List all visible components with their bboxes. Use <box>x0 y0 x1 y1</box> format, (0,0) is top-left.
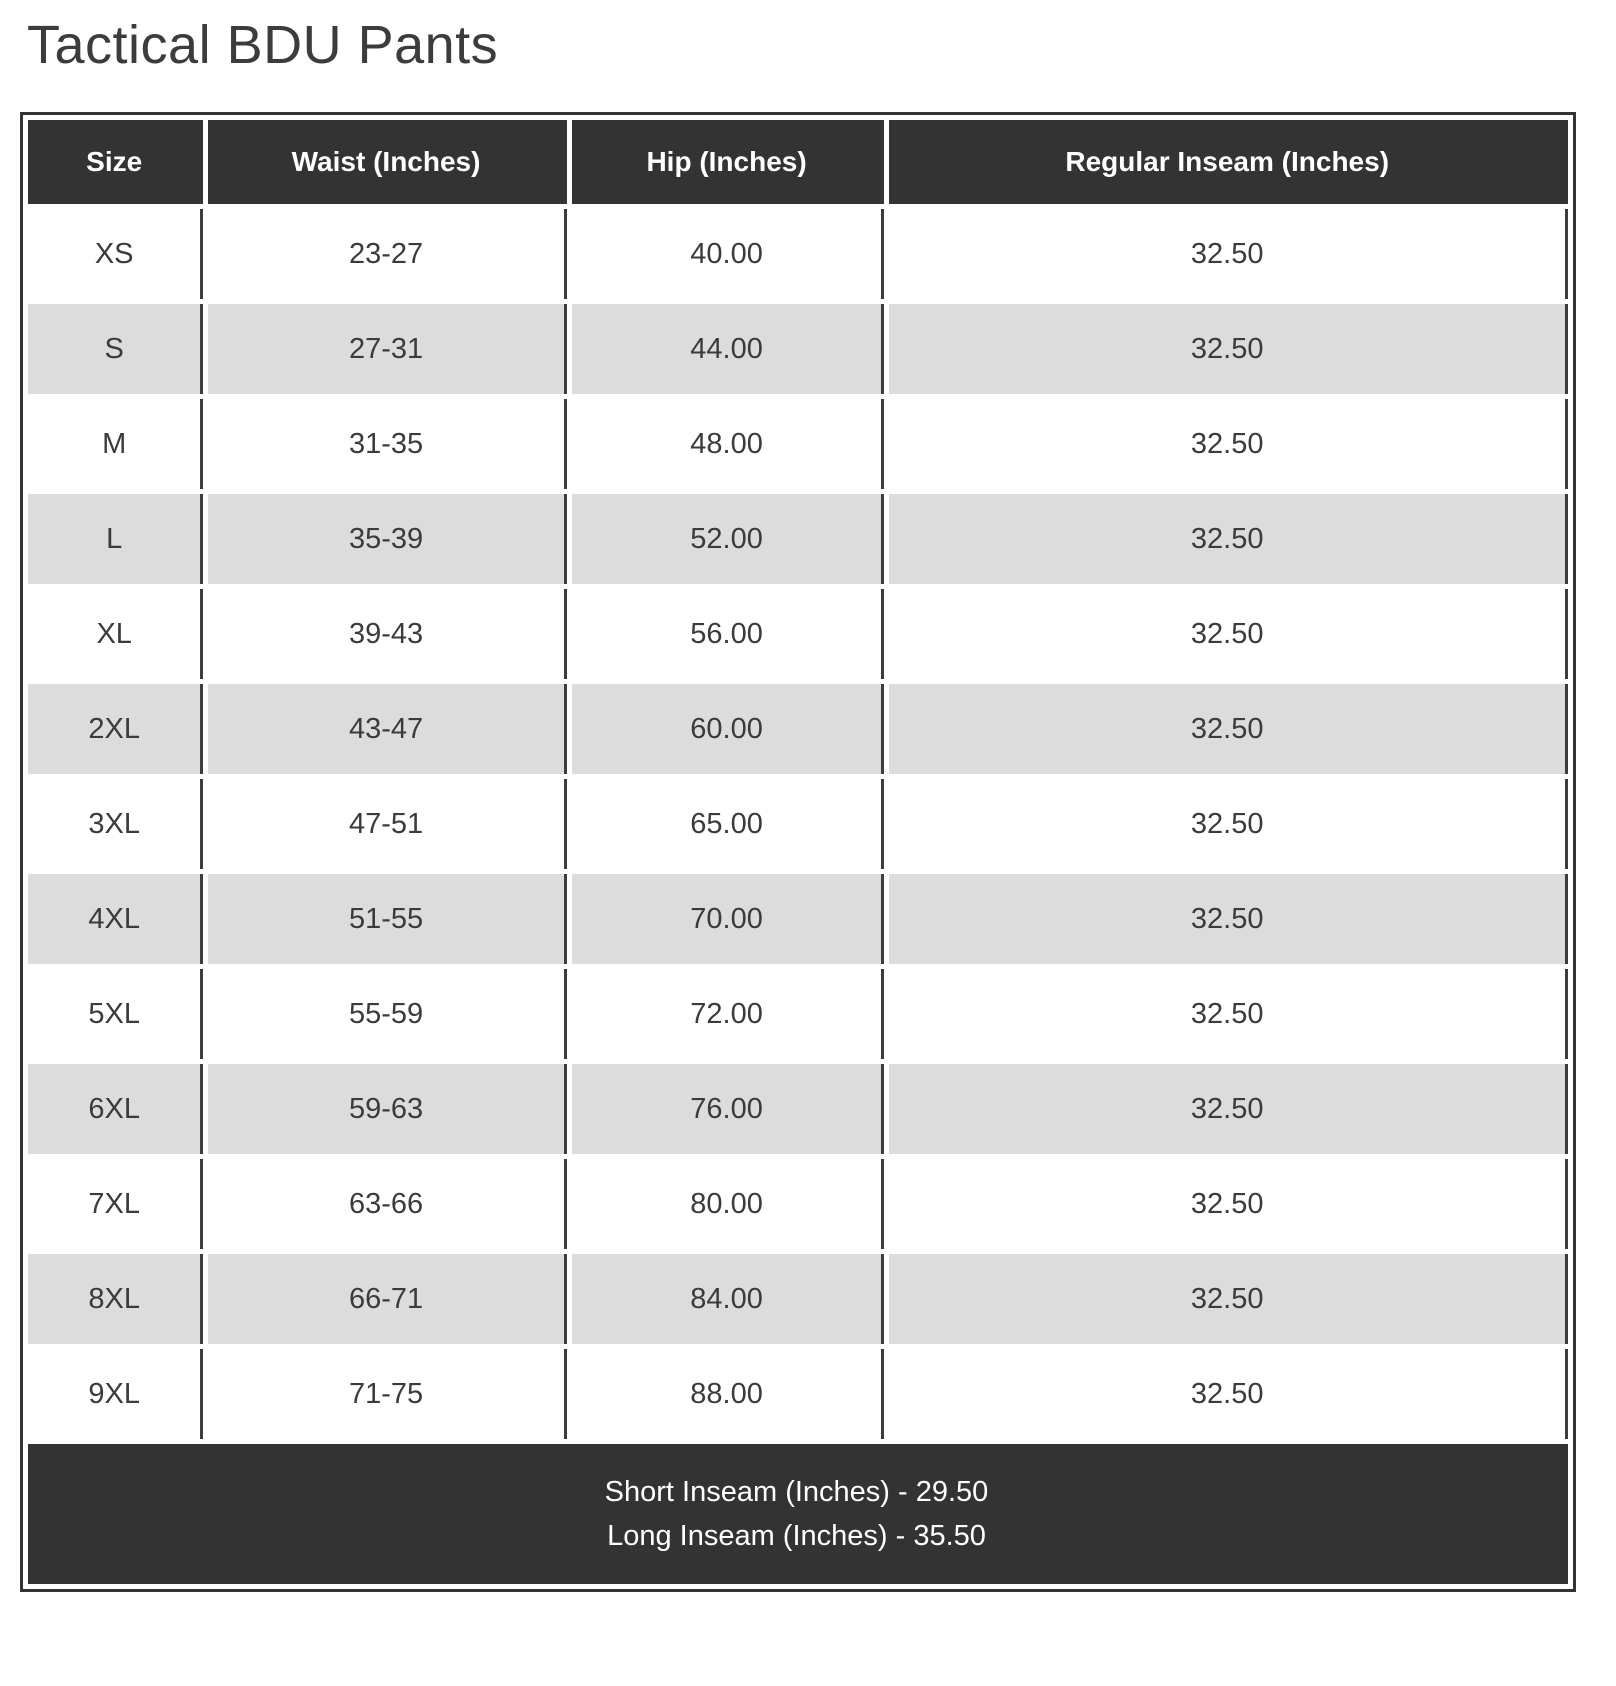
table-cell: 52.00 <box>572 494 885 584</box>
table-cell: S <box>28 304 203 394</box>
table-cell: 32.50 <box>889 684 1568 774</box>
table-cell: 88.00 <box>572 1349 885 1439</box>
column-header-size: Size <box>28 120 203 204</box>
table-cell: 66-71 <box>208 1254 566 1344</box>
table-cell: XS <box>28 209 203 299</box>
table-cell: L <box>28 494 203 584</box>
table-cell: 32.50 <box>889 1064 1568 1154</box>
table-row <box>28 1254 1568 1344</box>
table-cell: 84.00 <box>572 1254 885 1344</box>
table-cell: 32.50 <box>889 589 1568 679</box>
table-row <box>28 494 1568 584</box>
table-cell: 59-63 <box>208 1064 566 1154</box>
page-title: Tactical BDU Pants <box>27 15 499 75</box>
table-cell: 72.00 <box>572 969 885 1059</box>
table-row <box>28 969 1568 1059</box>
table-cell: 70.00 <box>572 874 885 964</box>
table-cell: 23-27 <box>208 209 566 299</box>
table-cell: 44.00 <box>572 304 885 394</box>
table-row <box>28 1349 1568 1439</box>
table-cell: 51-55 <box>208 874 566 964</box>
table-row <box>28 1159 1568 1249</box>
table-row <box>28 779 1568 869</box>
table-footer <box>28 1444 1568 1584</box>
long-inseam-note: Long Inseam (Inches) - 35.50 <box>607 1520 986 1552</box>
table-cell: 39-43 <box>208 589 566 679</box>
table-cell: 48.00 <box>572 399 885 489</box>
table-cell: 32.50 <box>889 779 1568 869</box>
table-cell: 80.00 <box>572 1159 885 1249</box>
table-row <box>28 209 1568 299</box>
table-cell: 3XL <box>28 779 203 869</box>
column-header-waist: Waist (Inches) <box>208 120 566 204</box>
table-cell: 71-75 <box>208 1349 566 1439</box>
table-cell: 32.50 <box>889 1254 1568 1344</box>
table-cell: M <box>28 399 203 489</box>
column-header-hip: Hip (Inches) <box>572 120 885 204</box>
table-row <box>28 874 1568 964</box>
table-cell: 47-51 <box>208 779 566 869</box>
size-chart-table <box>20 112 1576 1592</box>
table-cell: 7XL <box>28 1159 203 1249</box>
table-cell: 35-39 <box>208 494 566 584</box>
inseam-notes-cell <box>28 1444 1568 1584</box>
table-row <box>28 1064 1568 1154</box>
table-row <box>28 399 1568 489</box>
table-cell: 32.50 <box>889 969 1568 1059</box>
table-cell: 60.00 <box>572 684 885 774</box>
table-cell: 31-35 <box>208 399 566 489</box>
table-cell: 55-59 <box>208 969 566 1059</box>
header-row <box>28 120 1568 204</box>
table-cell: 4XL <box>28 874 203 964</box>
table-cell: 32.50 <box>889 399 1568 489</box>
table-header <box>28 120 1568 204</box>
table-row <box>28 589 1568 679</box>
table-cell: 32.50 <box>889 209 1568 299</box>
table-cell: 27-31 <box>208 304 566 394</box>
table-cell: 56.00 <box>572 589 885 679</box>
table-cell: 32.50 <box>889 1349 1568 1439</box>
table-cell: 40.00 <box>572 209 885 299</box>
table-cell: 5XL <box>28 969 203 1059</box>
table-cell: 43-47 <box>208 684 566 774</box>
table-cell: XL <box>28 589 203 679</box>
table-cell: 65.00 <box>572 779 885 869</box>
table-row <box>28 684 1568 774</box>
table-cell: 8XL <box>28 1254 203 1344</box>
short-inseam-note: Short Inseam (Inches) - 29.50 <box>604 1476 989 1508</box>
table-row <box>28 304 1568 394</box>
footer-row <box>28 1444 1568 1584</box>
table-cell: 32.50 <box>889 1159 1568 1249</box>
table-cell: 32.50 <box>889 304 1568 394</box>
table-cell: 2XL <box>28 684 203 774</box>
table-cell: 76.00 <box>572 1064 885 1154</box>
table-cell: 9XL <box>28 1349 203 1439</box>
table-body <box>28 209 1568 1439</box>
column-header-inseam: Regular Inseam (Inches) <box>889 120 1568 204</box>
table-cell: 32.50 <box>889 494 1568 584</box>
table-cell: 6XL <box>28 1064 203 1154</box>
table-cell: 32.50 <box>889 874 1568 964</box>
table-cell: 63-66 <box>208 1159 566 1249</box>
